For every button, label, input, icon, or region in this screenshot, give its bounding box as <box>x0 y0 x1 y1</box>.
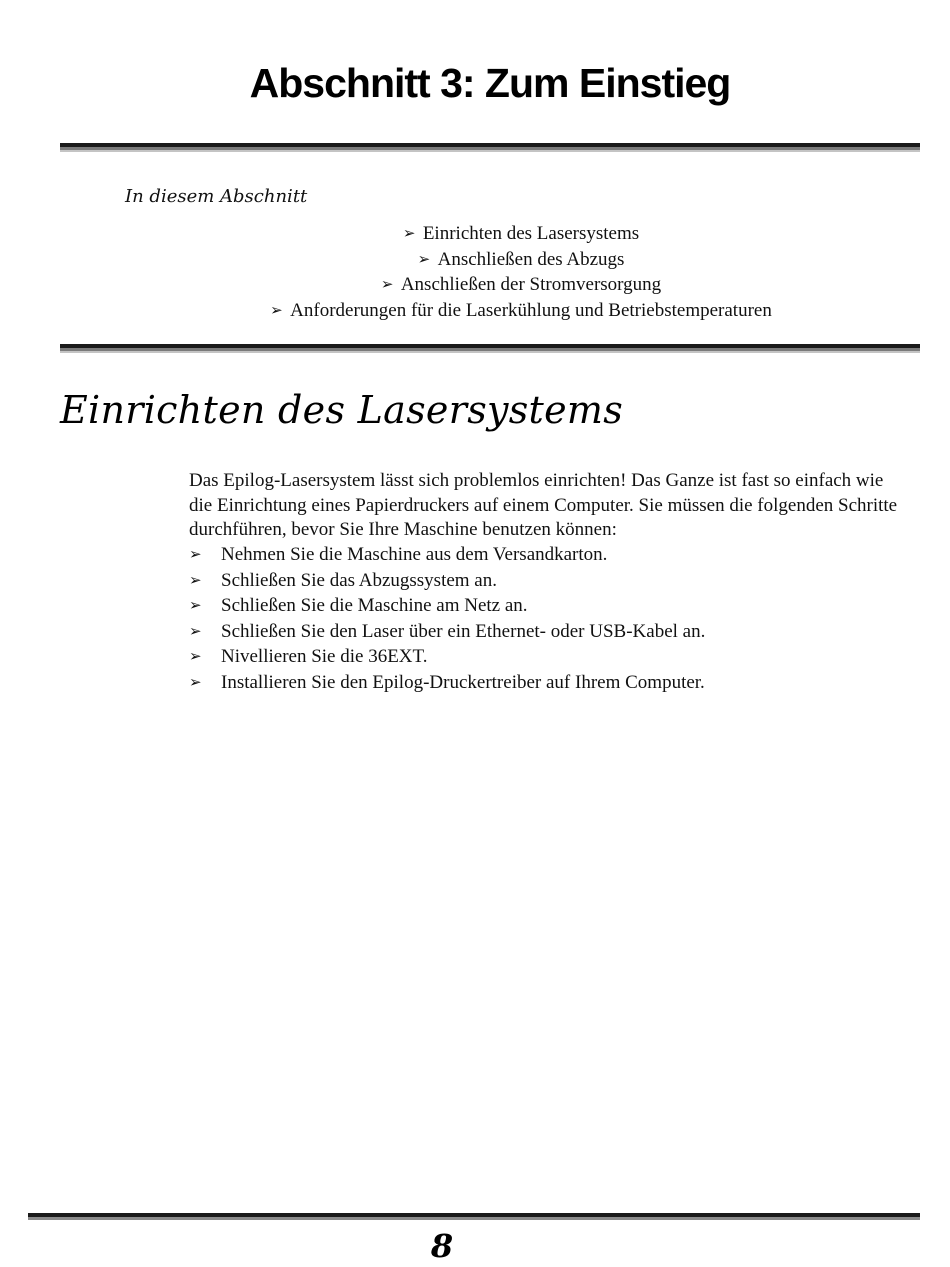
list-item <box>189 619 705 645</box>
setup-steps-list <box>189 542 705 695</box>
list-item <box>189 644 705 670</box>
arrow-bullet-icon: ➢ <box>189 570 202 589</box>
arrow-bullet-icon: ➢ <box>189 672 202 691</box>
section-heading: Einrichten des Lasersystems <box>60 388 624 432</box>
in-section-label: In diesem Abschnitt <box>125 186 308 207</box>
list-item <box>60 298 950 324</box>
list-item-text: Anschließen der Stromversorgung <box>400 274 662 295</box>
chapter-title: Abschnitt 3: Zum Einstieg <box>249 60 731 106</box>
list-item <box>189 670 705 696</box>
intro-paragraph: Das Epilog-Lasersystem lässt sich problemlos einrichten! Das Ganze ist fast so einfach wie die Einrichtung eines Papierdruckers auf einem Computer. Sie müssen die folgenden Schritte durchführen, bevor Sie Ihre Maschine benutzen können: <box>189 470 898 540</box>
list-item-text: Schließen Sie das Abzugssystem an. <box>221 569 497 591</box>
list-item-text: Anschließen des Abzugs <box>437 248 625 270</box>
arrow-bullet-icon: ➢ <box>189 596 202 614</box>
arrow-bullet-icon: ➢ <box>189 545 202 563</box>
list-item <box>60 221 950 247</box>
footer-divider <box>28 1213 920 1220</box>
list-item-text: Nivellieren Sie die 36EXT. <box>221 646 428 667</box>
list-item-text: Einrichten des Lasersystems <box>422 223 640 244</box>
arrow-bullet-icon: ➢ <box>189 621 202 640</box>
list-item-text: Installieren Sie den Epilog-Druckertreiber auf Ihrem Computer. <box>221 671 705 693</box>
list-item-text: Anforderungen für die Laserkühlung und Betriebstemperaturen <box>290 299 772 321</box>
section-contents-list <box>60 221 950 323</box>
list-item <box>189 542 705 568</box>
list-item <box>60 247 950 273</box>
arrow-bullet-icon: ➢ <box>380 275 394 293</box>
contents-divider <box>60 344 920 353</box>
arrow-bullet-icon: ➢ <box>189 647 202 665</box>
list-item-text: Schließen Sie die Maschine am Netz an. <box>221 595 528 616</box>
arrow-bullet-icon: ➢ <box>270 300 283 319</box>
list-item-text: Schließen Sie den Laser über ein Ethernet- oder USB-Kabel an. <box>221 620 706 642</box>
header-divider <box>60 143 920 152</box>
list-item <box>60 272 950 298</box>
page-number: 8 <box>430 1227 454 1265</box>
list-item <box>189 568 705 594</box>
list-item-text: Nehmen Sie die Maschine aus dem Versandkarton. <box>221 544 608 565</box>
arrow-bullet-icon: ➢ <box>402 224 416 242</box>
list-item <box>189 593 705 619</box>
arrow-bullet-icon: ➢ <box>417 249 431 268</box>
